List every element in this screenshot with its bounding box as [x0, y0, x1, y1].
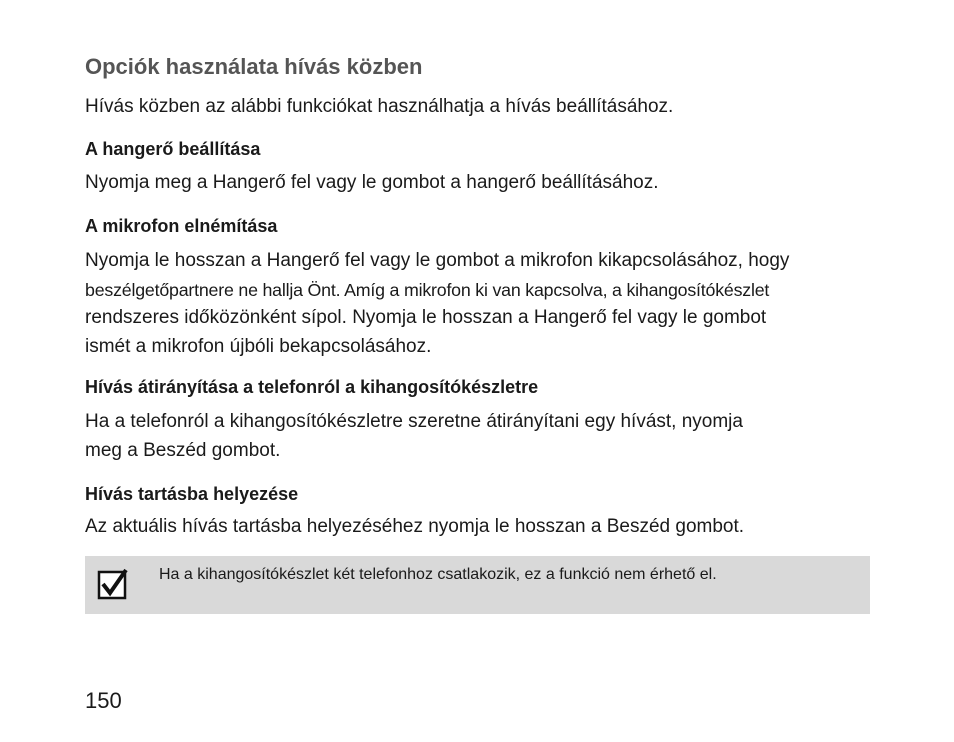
body-line: Nyomja le hosszan a Hangerő fel vagy le gombot a mikrofon kikapcsolásához, hogy	[85, 250, 790, 271]
section-heading-volume: A hangerő beállítása	[85, 139, 261, 159]
body-line: beszélgetőpartnere ne hallja Önt. Amíg a mikrofon ki van kapcsolva, a kihangosítókészlet	[85, 279, 770, 300]
body-line: Ha a telefonról a kihangosítókészletre szeretne átirányítani egy hívást, nyomja	[85, 411, 743, 432]
intro-text: Hívás közben az alábbi funkciókat használhatja a hívás beállításához.	[85, 96, 674, 117]
section-body-hold	[85, 513, 875, 542]
section-body-volume	[85, 169, 875, 198]
checkbox-check-icon	[97, 568, 129, 600]
section-heading-transfer: Hívás átirányítása a telefonról a kihangosítókészletre	[85, 377, 539, 397]
body-line: Az aktuális hívás tartásba helyezéséhez nyomja le hosszan a Beszéd gombot.	[85, 516, 745, 537]
body-line: ismét a mikrofon újbóli bekapcsolásához.	[85, 335, 432, 357]
section-body-transfer	[85, 408, 875, 465]
note-box	[85, 556, 870, 614]
page-title: Opciók használata hívás közben	[85, 54, 423, 79]
body-line: rendszeres időközönként sípol. Nyomja le hosszan a Hangerő fel vagy le gombot	[85, 307, 767, 328]
note-text: Ha a kihangosítókészlet két telefonhoz csatlakozik, ez a funkció nem érhető el.	[159, 566, 717, 583]
body-line: meg a Beszéd gombot.	[85, 439, 281, 461]
body-line: Nyomja meg a Hangerő fel vagy le gombot a hangerő beállításához.	[85, 172, 659, 193]
section-heading-mute: A mikrofon elnémítása	[85, 216, 278, 236]
page-number: 150	[85, 688, 122, 713]
section-heading-hold: Hívás tartásba helyezése	[85, 484, 299, 504]
section-body-mute	[85, 247, 875, 361]
